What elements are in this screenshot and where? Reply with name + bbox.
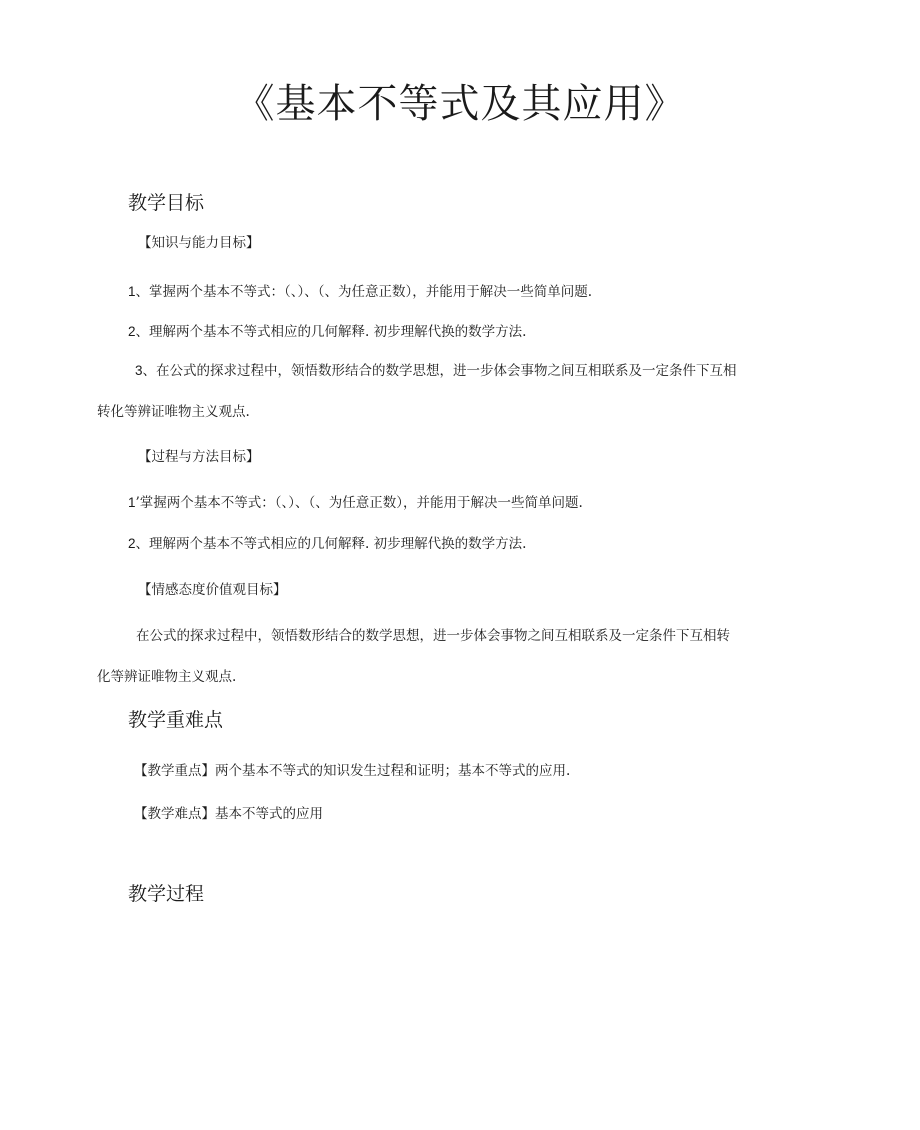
item-text: 、在公式的探求过程中，领悟数形结合的数学思想，进一步体会事物之间互相联系及一定条件下互相 (142, 363, 737, 379)
item-number: 3 (135, 363, 143, 378)
knowledge-goal-item-3 (135, 359, 737, 379)
section-heading-teaching-process: 教学过程 (128, 883, 205, 905)
section-heading-key-difficult-points: 教学重难点 (128, 709, 224, 731)
teaching-difficult-point (134, 802, 323, 822)
teaching-key-point (134, 759, 570, 779)
knowledge-goal-item-3-continued: 转化等辨证唯物主义观点. (97, 404, 250, 420)
item-number: 2 (128, 324, 136, 339)
section-heading-teaching-goals: 教学目标 (128, 192, 205, 214)
knowledge-goal-label: 【知识与能力目标】 (138, 235, 260, 251)
knowledge-goal-item-2 (128, 320, 526, 340)
process-goal-item-2 (128, 532, 526, 552)
difficult-point-text: 基本不等式的应用 (215, 806, 323, 822)
document-title: 《基本不等式及其应用》 (234, 81, 686, 127)
key-point-label: 【教学重点】 (134, 763, 215, 779)
item-text: 、理解两个基本不等式相应的几何解释. 初步理解代换的数学方法. (135, 324, 527, 340)
item-text: 、理解两个基本不等式相应的几何解释. 初步理解代换的数学方法. (135, 536, 527, 552)
key-point-text: 两个基本不等式的知识发生过程和证明；基本不等式的应用. (215, 763, 571, 779)
item-number: 1 (128, 495, 136, 510)
emotion-goal-text-line-1: 在公式的探求过程中，领悟数形结合的数学思想，进一步体会事物之间互相联系及一定条件下互相转 (136, 628, 730, 644)
item-number: 1 (128, 284, 136, 299)
knowledge-goal-item-1 (128, 280, 592, 300)
item-text: 、掌握两个基本不等式：（、）、（、为任意正数），并能用于解决一些简单问题. (135, 284, 593, 300)
process-goal-item-1 (128, 491, 583, 511)
process-goal-label: 【过程与方法目标】 (138, 449, 260, 465)
item-text: ’掌握两个基本不等式：（、）、（、为任意正数），并能用于解决一些简单问题. (135, 495, 583, 511)
emotion-goal-text-line-2: 化等辨证唯物主义观点. (97, 669, 237, 685)
item-number: 2 (128, 536, 136, 551)
difficult-point-label: 【教学难点】 (134, 806, 215, 822)
emotion-goal-label: 【情感态度价值观目标】 (138, 582, 287, 598)
